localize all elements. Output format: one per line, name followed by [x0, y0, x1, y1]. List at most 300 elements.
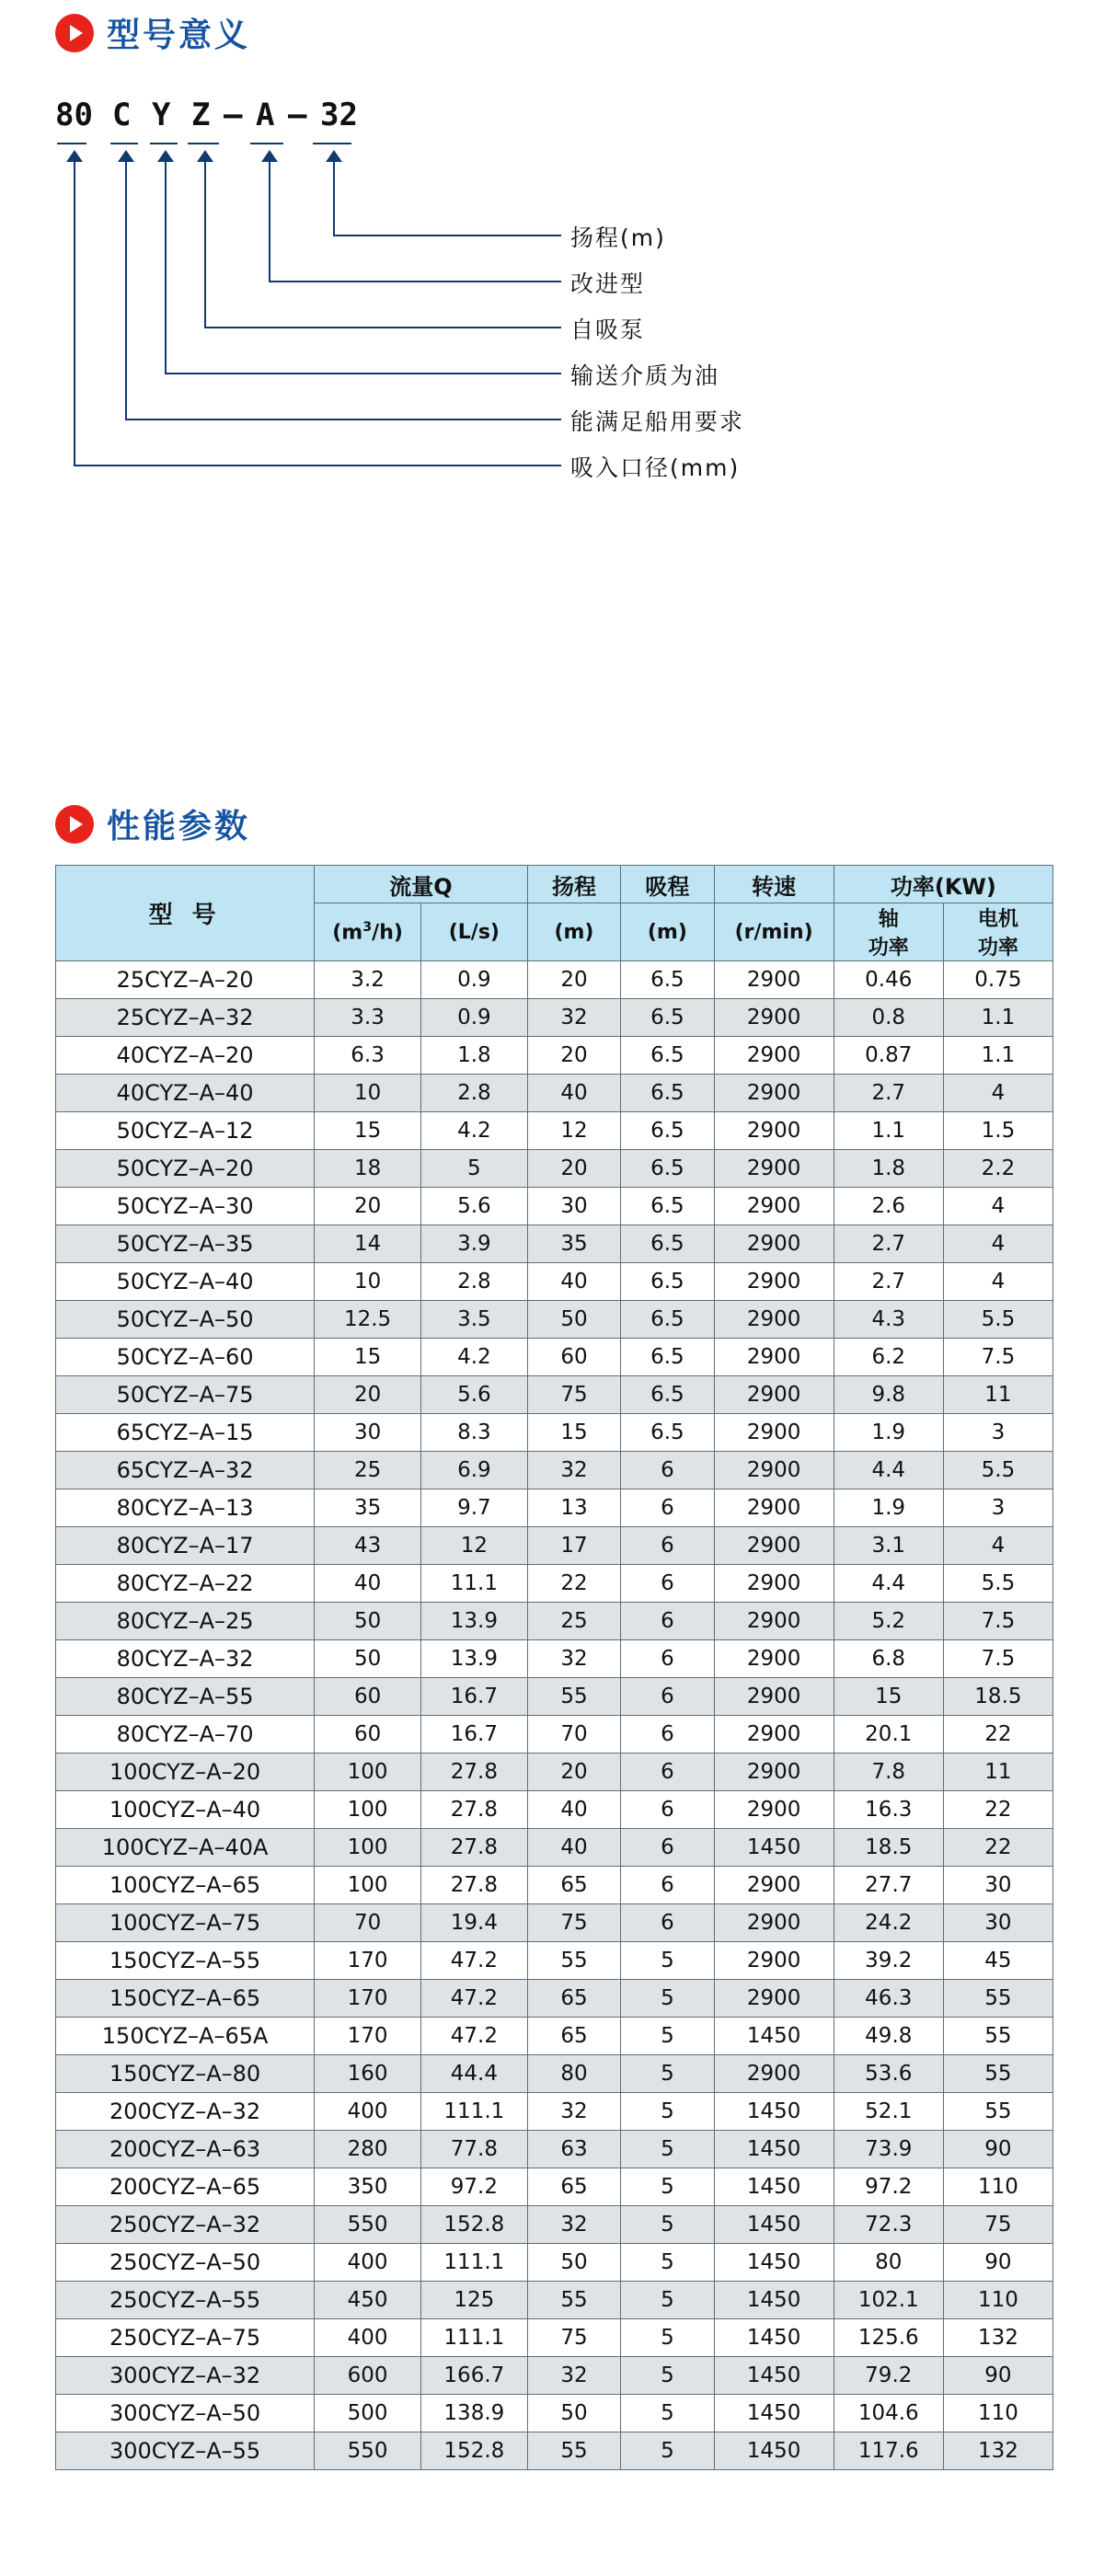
cell-model: 100CYZ–A–40A	[56, 1829, 315, 1867]
cell-value: 110	[943, 2282, 1052, 2319]
table-row	[56, 1301, 1053, 1339]
col-header-shaft-power	[834, 903, 943, 961]
cell-value: 1450	[714, 2432, 834, 2470]
table-row	[56, 1188, 1053, 1225]
cell-value: 7.5	[943, 1640, 1052, 1678]
cell-model: 200CYZ–A–63	[56, 2131, 315, 2168]
cell-value: 5.6	[420, 1188, 527, 1225]
table-row	[56, 1339, 1053, 1376]
cell-value: 97.2	[834, 2168, 943, 2206]
cell-value: 79.2	[834, 2357, 943, 2395]
table-row	[56, 2018, 1053, 2055]
cell-value: 3	[943, 1414, 1052, 1452]
cell-value: 400	[315, 2244, 421, 2282]
cell-value: 50	[315, 1603, 421, 1640]
cell-value: 1.8	[420, 1037, 527, 1075]
cell-model: 50CYZ–A–12	[56, 1112, 315, 1150]
cell-value: 1450	[714, 2244, 834, 2282]
cell-value: 55	[943, 1980, 1052, 2018]
cell-value: 50	[527, 2395, 620, 2432]
cell-model: 50CYZ–A–50	[56, 1301, 315, 1339]
cell-value: 4.2	[420, 1339, 527, 1376]
code-underline-4	[250, 143, 283, 144]
cell-value: 0.46	[834, 961, 943, 999]
cell-value: 4	[943, 1075, 1052, 1112]
cell-value: 0.75	[943, 961, 1052, 999]
table-row	[56, 2093, 1053, 2131]
cell-value: 14	[315, 1225, 421, 1263]
cell-value: 5	[621, 2131, 714, 2168]
cell-value: 9.8	[834, 1376, 943, 1414]
cell-value: 3.3	[315, 999, 421, 1037]
cell-value: 32	[527, 2206, 620, 2244]
leader-label-5: 吸入口径(mm)	[570, 454, 741, 481]
cell-value: 5.5	[943, 1452, 1052, 1489]
cell-value: 4.2	[420, 1112, 527, 1150]
cell-value: 35	[527, 1225, 620, 1263]
cell-value: 5	[621, 1942, 714, 1980]
cell-value: 550	[315, 2206, 421, 2244]
cell-value: 18	[315, 1150, 421, 1188]
table-row	[56, 1452, 1053, 1489]
cell-value: 22	[943, 1829, 1052, 1867]
cell-value: 2.8	[420, 1075, 527, 1112]
cell-value: 20	[315, 1376, 421, 1414]
cell-value: 12	[527, 1112, 620, 1150]
cell-value: 17	[527, 1527, 620, 1565]
cell-value: 2900	[714, 1414, 834, 1452]
table-row	[56, 1037, 1053, 1075]
cell-value: 110	[943, 2395, 1052, 2432]
cell-value: 6.5	[621, 1150, 714, 1188]
leader-vline-3	[165, 161, 167, 373]
code-char-1: C	[112, 97, 132, 133]
code-underline-3	[188, 143, 219, 144]
section-title-performance: 性能参数	[107, 808, 251, 845]
col-header-suction: 吸程	[621, 866, 714, 903]
cell-value: 39.2	[834, 1942, 943, 1980]
table-row	[56, 1150, 1053, 1188]
leader-hline-3	[165, 373, 561, 374]
cell-value: 1450	[714, 2357, 834, 2395]
cell-value: 6.5	[621, 1037, 714, 1075]
cell-value: 1.1	[834, 1112, 943, 1150]
cell-model: 40CYZ–A–40	[56, 1075, 315, 1112]
leader-vline-2	[204, 161, 206, 327]
cell-value: 2900	[714, 1867, 834, 1904]
cell-value: 400	[315, 2319, 421, 2357]
cell-model: 40CYZ–A–20	[56, 1037, 315, 1075]
cell-model: 50CYZ–A–40	[56, 1263, 315, 1301]
cell-value: 50	[527, 2244, 620, 2282]
cell-value: 450	[315, 2282, 421, 2319]
table-header	[56, 866, 1053, 961]
table-row	[56, 2395, 1053, 2432]
cell-model: 50CYZ–A–35	[56, 1225, 315, 1263]
col-header-model: 型 号	[56, 866, 315, 961]
code-underline-1	[110, 143, 138, 144]
table-row	[56, 1075, 1053, 1112]
table-row	[56, 1414, 1053, 1452]
cell-value: 5	[420, 1150, 527, 1188]
cell-value: 1450	[714, 2282, 834, 2319]
cell-value: 2900	[714, 1339, 834, 1376]
cell-value: 30	[527, 1188, 620, 1225]
cell-value: 2900	[714, 1263, 834, 1301]
cell-value: 166.7	[420, 2357, 527, 2395]
leader-vline-5	[74, 161, 75, 465]
cell-value: 110	[943, 2168, 1052, 2206]
cell-value: 0.8	[834, 999, 943, 1037]
col-header-flow: 流量Q	[315, 866, 528, 903]
cell-value: 2.7	[834, 1263, 943, 1301]
cell-value: 2900	[714, 1225, 834, 1263]
cell-value: 5	[621, 2093, 714, 2131]
cell-value: 138.9	[420, 2395, 527, 2432]
cell-value: 5	[621, 2395, 714, 2432]
cell-value: 132	[943, 2432, 1052, 2470]
cell-value: 20	[527, 1037, 620, 1075]
leader-hline-1	[269, 281, 561, 282]
cell-value: 47.2	[420, 1942, 527, 1980]
leader-hline-2	[204, 327, 561, 328]
cell-value: 75	[527, 2319, 620, 2357]
section-header-model-meaning	[55, 9, 250, 56]
play-triangle-icon-2	[55, 805, 94, 844]
cell-value: 65	[527, 1867, 620, 1904]
cell-value: 2.8	[420, 1263, 527, 1301]
cell-value: 97.2	[420, 2168, 527, 2206]
cell-value: 111.1	[420, 2244, 527, 2282]
cell-value: 1.9	[834, 1414, 943, 1452]
cell-value: 55	[527, 1942, 620, 1980]
cell-value: 2900	[714, 2055, 834, 2093]
cell-value: 125.6	[834, 2319, 943, 2357]
cell-value: 100	[315, 1867, 421, 1904]
cell-value: 6	[621, 1640, 714, 1678]
cell-model: 80CYZ–A–25	[56, 1603, 315, 1640]
cell-model: 150CYZ–A–55	[56, 1942, 315, 1980]
cell-value: 32	[527, 2357, 620, 2395]
cell-value: 60	[315, 1678, 421, 1716]
cell-model: 300CYZ–A–32	[56, 2357, 315, 2395]
cell-model: 100CYZ–A–65	[56, 1867, 315, 1904]
code-underline-2	[150, 143, 178, 144]
cell-model: 80CYZ–A–55	[56, 1678, 315, 1716]
cell-value: 2900	[714, 1376, 834, 1414]
section-title-model-meaning: 型号意义	[107, 17, 251, 54]
cell-value: 5.6	[420, 1376, 527, 1414]
table-row	[56, 1678, 1053, 1716]
cell-value: 6	[621, 1867, 714, 1904]
cell-value: 5	[621, 2055, 714, 2093]
cell-value: 65	[527, 2168, 620, 2206]
cell-model: 65CYZ–A–32	[56, 1452, 315, 1489]
cell-model: 100CYZ–A–20	[56, 1754, 315, 1791]
cell-value: 2900	[714, 1527, 834, 1565]
cell-value: 170	[315, 2018, 421, 2055]
cell-value: 2.7	[834, 1075, 943, 1112]
cell-value: 1.1	[943, 999, 1052, 1037]
cell-value: 18.5	[943, 1678, 1052, 1716]
cell-value: 5.5	[943, 1565, 1052, 1603]
cell-value: 55	[527, 2282, 620, 2319]
cell-value: 25	[315, 1452, 421, 1489]
leader-label-2: 自吸泵	[570, 316, 646, 343]
cell-value: 44.4	[420, 2055, 527, 2093]
cell-value: 55	[527, 2432, 620, 2470]
cell-value: 60	[527, 1339, 620, 1376]
cell-value: 2900	[714, 1942, 834, 1980]
cell-value: 152.8	[420, 2432, 527, 2470]
cell-value: 1.9	[834, 1489, 943, 1527]
cell-value: 160	[315, 2055, 421, 2093]
cell-model: 25CYZ–A–32	[56, 999, 315, 1037]
cell-value: 6	[621, 1829, 714, 1867]
leader-label-1: 改进型	[570, 270, 646, 297]
cell-model: 250CYZ–A–32	[56, 2206, 315, 2244]
cell-value: 6.5	[621, 1075, 714, 1112]
table-row	[56, 1565, 1053, 1603]
leader-label-3: 输送介质为油	[570, 362, 720, 389]
cell-value: 22	[943, 1716, 1052, 1754]
cell-value: 15	[315, 1339, 421, 1376]
cell-value: 16.7	[420, 1716, 527, 1754]
cell-model: 300CYZ–A–55	[56, 2432, 315, 2470]
cell-value: 111.1	[420, 2093, 527, 2131]
cell-model: 50CYZ–A–75	[56, 1376, 315, 1414]
cell-value: 1450	[714, 2168, 834, 2206]
cell-value: 6.5	[621, 1188, 714, 1225]
cell-value: 27.8	[420, 1754, 527, 1791]
cell-value: 6.5	[621, 1225, 714, 1263]
cell-value: 2900	[714, 1452, 834, 1489]
cell-value: 6.5	[621, 1339, 714, 1376]
cell-value: 6	[621, 1791, 714, 1829]
cell-value: 47.2	[420, 2018, 527, 2055]
cell-value: 75	[527, 1904, 620, 1942]
cell-value: 1450	[714, 2395, 834, 2432]
cell-value: 4	[943, 1225, 1052, 1263]
cell-value: 6	[621, 1565, 714, 1603]
cell-value: 55	[943, 2055, 1052, 2093]
cell-value: 63	[527, 2131, 620, 2168]
cell-value: 350	[315, 2168, 421, 2206]
cell-value: 27.8	[420, 1791, 527, 1829]
cell-value: 73.9	[834, 2131, 943, 2168]
cell-value: 0.87	[834, 1037, 943, 1075]
cell-value: 5	[621, 2206, 714, 2244]
cell-model: 200CYZ–A–32	[56, 2093, 315, 2131]
cell-value: 20	[527, 1754, 620, 1791]
cell-model: 150CYZ–A–65	[56, 1980, 315, 2018]
cell-model: 100CYZ–A–75	[56, 1904, 315, 1942]
col-header-head-unit: (m)	[527, 903, 620, 961]
cell-value: 10	[315, 1263, 421, 1301]
cell-value: 6	[621, 1452, 714, 1489]
cell-value: 2900	[714, 999, 834, 1037]
cell-value: 6.8	[834, 1640, 943, 1678]
cell-value: 40	[527, 1791, 620, 1829]
cell-model: 200CYZ–A–65	[56, 2168, 315, 2206]
cell-value: 5.5	[943, 1301, 1052, 1339]
cell-value: 20.1	[834, 1716, 943, 1754]
table-row	[56, 961, 1053, 999]
cell-value: 9.7	[420, 1489, 527, 1527]
cell-value: 2.2	[943, 1150, 1052, 1188]
cell-value: 65	[527, 2018, 620, 2055]
cell-model: 50CYZ–A–20	[56, 1150, 315, 1188]
cell-value: 16.7	[420, 1678, 527, 1716]
table-row	[56, 1225, 1053, 1263]
table-row	[56, 1942, 1053, 1980]
cell-value: 70	[527, 1716, 620, 1754]
cell-value: 102.1	[834, 2282, 943, 2319]
code-char-5: A	[256, 97, 275, 133]
cell-value: 400	[315, 2093, 421, 2131]
cell-value: 6.9	[420, 1452, 527, 1489]
table-row	[56, 1980, 1053, 2018]
cell-value: 4	[943, 1188, 1052, 1225]
cell-value: 46.3	[834, 1980, 943, 2018]
cell-value: 6.5	[621, 1414, 714, 1452]
cell-value: 60	[315, 1716, 421, 1754]
cell-value: 22	[527, 1565, 620, 1603]
cell-value: 55	[943, 2093, 1052, 2131]
col-header-flow-ls: (L/s)	[420, 903, 527, 961]
cell-model: 100CYZ–A–40	[56, 1791, 315, 1829]
cell-value: 2900	[714, 1188, 834, 1225]
code-char-3: Z	[191, 97, 211, 133]
cell-value: 2900	[714, 1037, 834, 1075]
cell-model: 150CYZ–A–65A	[56, 2018, 315, 2055]
cell-value: 3.2	[315, 961, 421, 999]
cell-model: 50CYZ–A–30	[56, 1188, 315, 1225]
cell-value: 2900	[714, 1603, 834, 1640]
cell-value: 53.6	[834, 2055, 943, 2093]
cell-value: 30	[943, 1904, 1052, 1942]
table-row	[56, 1829, 1053, 1867]
cell-value: 27.7	[834, 1867, 943, 1904]
cell-value: 2.6	[834, 1188, 943, 1225]
leader-vline-0	[333, 161, 335, 235]
table-row	[56, 2055, 1053, 2093]
cell-value: 20	[527, 961, 620, 999]
cell-value: 7.8	[834, 1754, 943, 1791]
cell-value: 6	[621, 1527, 714, 1565]
cell-model: 150CYZ–A–80	[56, 2055, 315, 2093]
cell-value: 75	[527, 1376, 620, 1414]
cell-value: 65	[527, 1980, 620, 2018]
cell-value: 90	[943, 2131, 1052, 2168]
leader-hline-0	[333, 235, 561, 236]
cell-value: 52.1	[834, 2093, 943, 2131]
col-header-head: 扬程	[527, 866, 620, 903]
col-header-speed-unit: (r/min)	[714, 903, 834, 961]
cell-model: 80CYZ–A–13	[56, 1489, 315, 1527]
cell-model: 250CYZ–A–75	[56, 2319, 315, 2357]
leader-vline-4	[125, 161, 127, 419]
cell-value: 6.5	[621, 1301, 714, 1339]
cell-value: 40	[527, 1829, 620, 1867]
cell-value: 170	[315, 1980, 421, 2018]
cell-value: 2900	[714, 1904, 834, 1942]
cell-value: 1450	[714, 2206, 834, 2244]
table-row	[56, 1904, 1053, 1942]
cell-value: 2900	[714, 1150, 834, 1188]
cell-value: 6.5	[621, 1376, 714, 1414]
cell-value: 11	[943, 1754, 1052, 1791]
table-row	[56, 1754, 1053, 1791]
cell-value: 10	[315, 1075, 421, 1112]
motor-power-line2: 功率	[977, 937, 1018, 960]
code-char-4: –	[224, 97, 243, 133]
cell-value: 30	[943, 1867, 1052, 1904]
cell-value: 15	[834, 1678, 943, 1716]
table-row	[56, 2319, 1053, 2357]
cell-value: 80	[527, 2055, 620, 2093]
cell-value: 3	[943, 1489, 1052, 1527]
col-header-power: 功率(KW)	[834, 866, 1052, 903]
cell-value: 13	[527, 1489, 620, 1527]
cell-value: 5	[621, 2168, 714, 2206]
cell-value: 40	[315, 1565, 421, 1603]
cell-value: 6	[621, 1754, 714, 1791]
table-row	[56, 2357, 1053, 2395]
cell-value: 1450	[714, 2319, 834, 2357]
cell-value: 6.5	[621, 999, 714, 1037]
leader-hline-4	[125, 419, 561, 420]
cell-value: 0.9	[420, 999, 527, 1037]
cell-value: 104.6	[834, 2395, 943, 2432]
cell-value: 18.5	[834, 1829, 943, 1867]
cell-value: 2900	[714, 1791, 834, 1829]
cell-value: 1.5	[943, 1112, 1052, 1150]
cell-value: 43	[315, 1527, 421, 1565]
cell-value: 1450	[714, 2093, 834, 2131]
table-row	[56, 1376, 1053, 1414]
cell-value: 550	[315, 2432, 421, 2470]
table-row	[56, 1112, 1053, 1150]
cell-value: 55	[943, 2018, 1052, 2055]
cell-value: 50	[315, 1640, 421, 1678]
cell-value: 5	[621, 2018, 714, 2055]
cell-value: 20	[527, 1150, 620, 1188]
performance-table-wrap	[55, 865, 1053, 2470]
cell-value: 49.8	[834, 2018, 943, 2055]
cell-value: 13.9	[420, 1640, 527, 1678]
cell-value: 12.5	[315, 1301, 421, 1339]
code-char-7: 32	[320, 97, 358, 133]
cell-value: 2900	[714, 1678, 834, 1716]
cell-value: 280	[315, 2131, 421, 2168]
cell-value: 6.2	[834, 1339, 943, 1376]
cell-value: 2900	[714, 961, 834, 999]
cell-value: 16.3	[834, 1791, 943, 1829]
table-row	[56, 2282, 1053, 2319]
table-row	[56, 1640, 1053, 1678]
cell-value: 5.2	[834, 1603, 943, 1640]
cell-value: 24.2	[834, 1904, 943, 1942]
cell-value: 7.5	[943, 1603, 1052, 1640]
section-header-performance	[55, 800, 250, 847]
cell-model: 25CYZ–A–20	[56, 961, 315, 999]
cell-value: 2900	[714, 1112, 834, 1150]
cell-value: 2.7	[834, 1225, 943, 1263]
table-row	[56, 1791, 1053, 1829]
cell-value: 117.6	[834, 2432, 943, 2470]
col-header-motor-power	[943, 903, 1052, 961]
